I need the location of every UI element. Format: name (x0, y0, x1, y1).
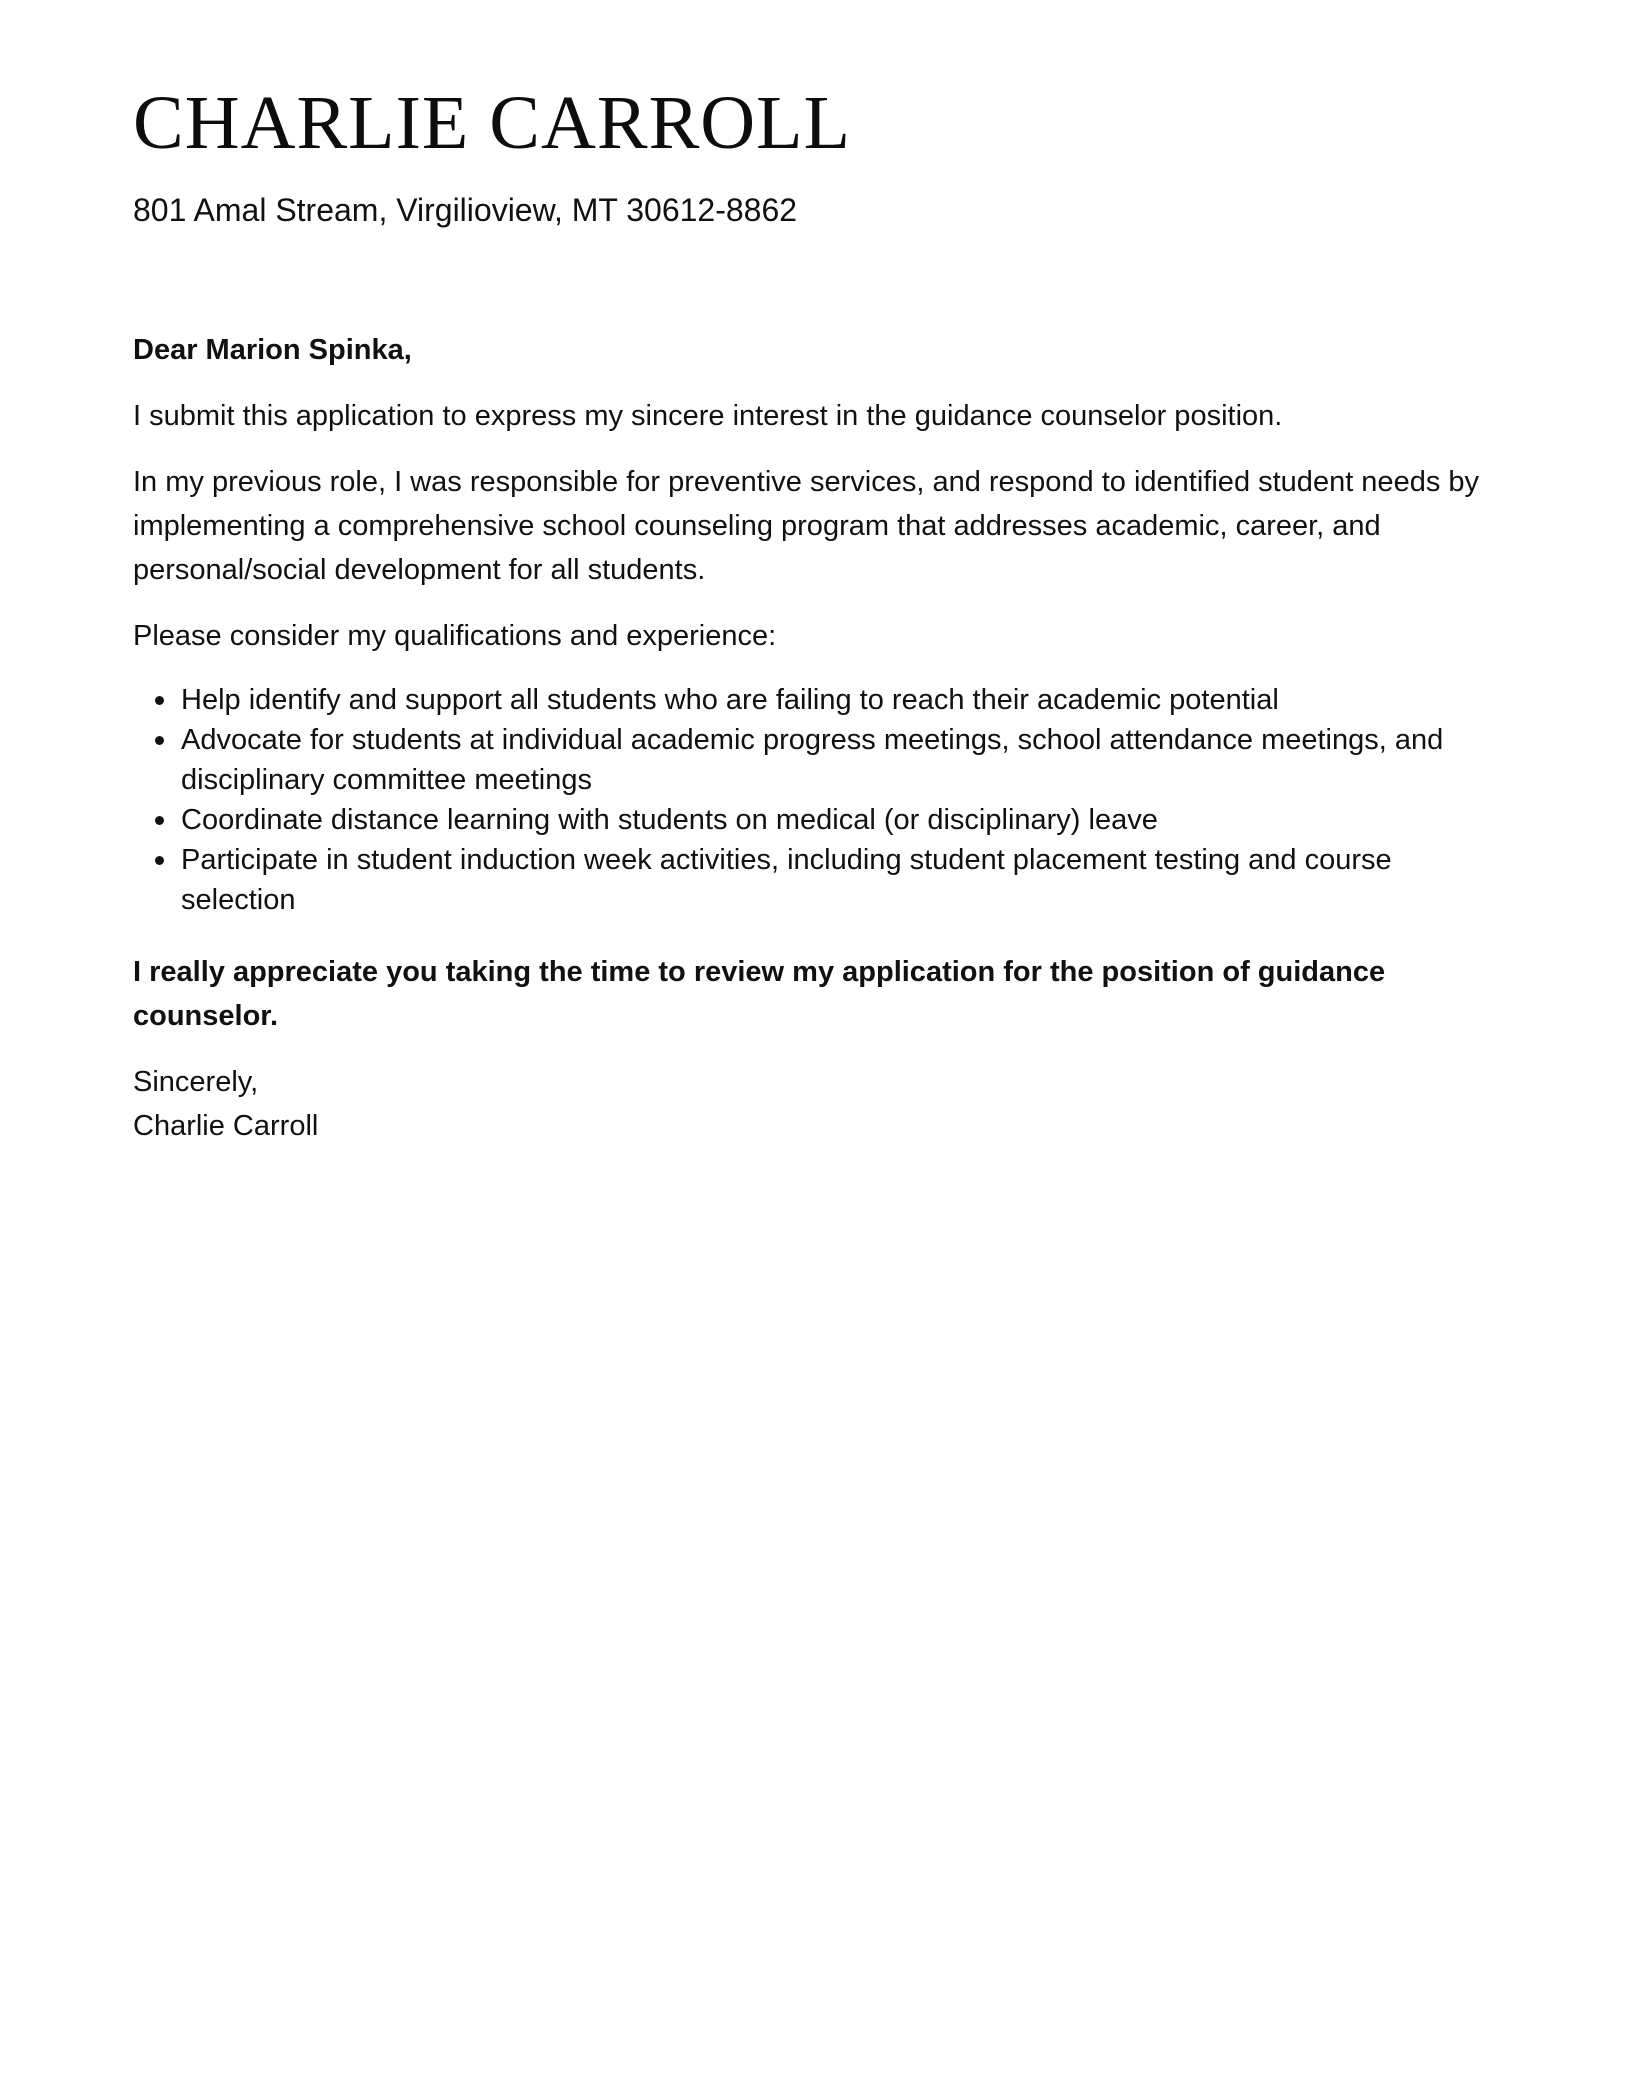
list-item: Coordinate distance learning with students on medical (or disciplinary) leave (181, 800, 1503, 840)
letter-body (133, 328, 1503, 1148)
salutation: Dear Marion Spinka, (133, 334, 412, 366)
experience-paragraph: In my previous role, I was responsible for preventive services, and respond to identified student needs by implementing a comprehensive school counseling program that addresses academic, career, and personal/social development for all students. (133, 466, 1480, 586)
applicant-name: CHARLIE CARROLL (133, 81, 851, 165)
list-item: Help identify and support all students who are failing to reach their academic potential (181, 680, 1503, 720)
signoff: Sincerely, (133, 1066, 259, 1098)
intro-paragraph: I submit this application to express my sincere interest in the guidance counselor position. (133, 400, 1283, 432)
signature-name: Charlie Carroll (133, 1110, 319, 1142)
list-item: Advocate for students at individual academic progress meetings, school attendance meetings, and disciplinary committee meetings (181, 720, 1503, 800)
list-item: Participate in student induction week activities, including student placement testing and course selection (181, 840, 1503, 920)
qualifications-list (133, 680, 1503, 920)
closing-paragraph: I really appreciate you taking the time to review my application for the position of guidance counselor. (133, 956, 1386, 1032)
qualifications-intro: Please consider my qualifications and experience: (133, 620, 777, 652)
applicant-address: 801 Amal Stream, Virgilioview, MT 30612-8862 (133, 192, 798, 228)
signoff-block (133, 1060, 1503, 1148)
